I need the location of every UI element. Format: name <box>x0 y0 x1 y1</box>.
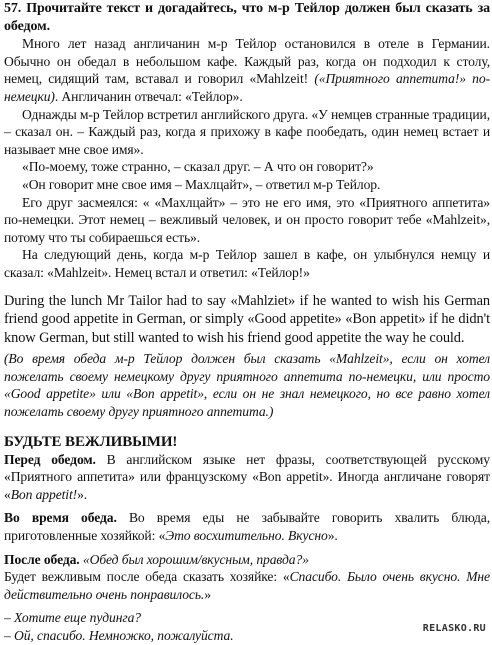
during-dinner-label: Во время обеда. <box>4 510 117 526</box>
story-paragraph-3: «По-моему, тоже странно, – сказал друг. – А что он говорит?» <box>22 159 374 175</box>
polite-text: Будет вежливым после обеда сказать хозяйке: « <box>4 569 290 585</box>
before-dinner-paragraph <box>4 451 490 504</box>
textbook-page <box>4 0 490 645</box>
story-paragraph-5: Его друг засмеялся: « «Махлцайт» – это не его имя, это «Приятного аппетита» по-немецки. Этот немец – вежливый человек, и он просто говорит тебе «Mahlzeit», потому что ты собираешься есть». <box>4 194 490 245</box>
during-dinner-paragraph <box>4 509 490 544</box>
russian-translation: (Во время обеда м-р Тейлор должен был сказать «Mahlzeit», если он хотел пожелать своему немецкому другу приятного аппетита по-немецки, или просто «Good appetite» или «Bon appetit», если он не знал немецкого, но все равно хотел пожелать своему другу приятного аппетита.) <box>4 351 490 420</box>
exercise-instruction: Прочитайте текст и догадайтесь, что м-р Тейлор должен был сказать за обедом. <box>4 1 491 34</box>
during-dinner-text: Во время еды не забывайте говорить хвалить блюда, приготовленные хозяйкой: « <box>4 510 490 544</box>
during-dinner-text-end: ». <box>327 528 338 544</box>
before-dinner-phrase: Bon appetit! <box>10 486 78 502</box>
after-dinner-paragraph <box>4 551 490 569</box>
story-p1-text-end: . Англичанин отвечал: «Тейлор». <box>54 88 243 104</box>
before-dinner-text-end: ». <box>77 486 88 502</box>
english-answer: During the lunch Mr Tailor had to say «Mahlziet» if he wanted to wish his German friend good appetite in German, or simply «Good appetite» «Bon appetit» if he didn't know German, but still wanted to wish his friend good appetite the way he could. <box>4 292 490 346</box>
story-p1-text: Много лет назад англичанин м-р Тейлор остановился в отеле в Германии. Обычно он обедал в небольшом кафе. Каждый раз, когда он подходил к столу, немец, сидящий там, вставал и говорил «Mahlzeit! <box>4 36 490 87</box>
exercise-number: 57. <box>4 1 22 16</box>
story-paragraph-1 <box>4 35 490 105</box>
before-dinner-label: Перед обедом. <box>4 451 96 467</box>
story-paragraph-4: «Он говорит мне свое имя – Махлцайт», – ответил м-р Тейлор. <box>22 176 381 192</box>
exercise-heading <box>4 0 490 35</box>
after-dinner-phrase: «Обед был хорошим/вкусным, правда?» <box>79 551 309 567</box>
after-dinner-label: После обеда. <box>4 551 80 567</box>
story-paragraph-6: На следующий день, когда м-р Тейлор зашел в кафе, он улыбнулся немцу и сказал: «Mahlzeit». Немец встал и ответил: «Тейлор!» <box>4 247 490 280</box>
during-dinner-phrase: Это восхитительно. Вкусно <box>165 528 328 544</box>
before-dinner-text: В английском языке нет фразы, соответствующей русскому «Приятного аппетита» или французскому «Bon appetit». Иногда англичане говорят « <box>4 451 491 502</box>
site-watermark: RELASKO.RU <box>422 623 486 634</box>
story-p1-italic-note: («Приятного аппетита!» по-немецки) <box>4 71 490 104</box>
story-paragraph-2: Однажды м-р Тейлор встретил английского друга. «У немцев странные традиции, – сказал он. – Каждый раз, когда я прихожу в кафе пообедать, один немец встает и называет мне свое имя». <box>4 106 490 157</box>
dialog-line-2: – Ой, спасибо. Немножко, пожалуйста. <box>4 628 234 643</box>
polite-paragraph <box>4 568 490 603</box>
polite-phrase: Спасибо. Было очень вкусно. Мне действительно очень понравилось. <box>4 569 490 602</box>
polite-text-end: » <box>204 586 211 602</box>
section-title: БУДЬТЕ ВЕЖЛИВЫМИ! <box>4 433 178 450</box>
dialog-line-1: – Хотите еще пудинга? <box>4 610 141 626</box>
